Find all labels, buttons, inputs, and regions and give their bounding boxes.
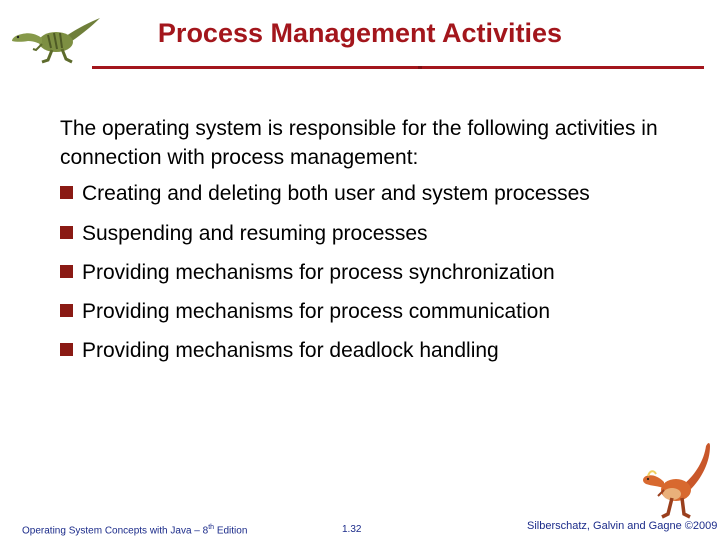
bullet-square-icon xyxy=(60,226,73,239)
bullet-square-icon xyxy=(60,343,73,356)
footer-book-prefix: Operating System Concepts with Java – 8 xyxy=(22,525,209,537)
bullet-square-icon xyxy=(60,304,73,317)
dinosaur-icon xyxy=(634,438,714,522)
page-title: Process Management Activities xyxy=(157,18,563,48)
footer-book-title xyxy=(22,524,247,536)
bullet-text: Providing mechanisms for deadlock handling xyxy=(82,339,499,362)
bullet-text: Providing mechanisms for process synchronization xyxy=(82,261,555,284)
bullet-text: Providing mechanisms for process communication xyxy=(82,300,551,323)
list-item xyxy=(60,298,680,326)
footer-copyright: Silberschatz, Galvin and Gagne ©2009 xyxy=(527,520,718,532)
footer-book-superscript: th xyxy=(208,524,215,531)
intro-paragraph: The operating system is responsible for the following activities in connection with process management: xyxy=(60,117,658,169)
title-divider xyxy=(92,66,704,69)
footer-page-number: 1.32 xyxy=(342,524,362,535)
bullet-text: Creating and deleting both user and system processes xyxy=(82,182,590,205)
list-item xyxy=(60,259,680,287)
list-item xyxy=(60,180,680,208)
list-item xyxy=(60,337,680,365)
list-item xyxy=(60,220,680,248)
bullet-list xyxy=(60,180,680,376)
bullet-square-icon xyxy=(60,186,73,199)
title-divider-accent xyxy=(418,66,422,69)
bullet-text: Suspending and resuming processes xyxy=(82,222,428,245)
bullet-square-icon xyxy=(60,265,73,278)
footer-book-suffix: Edition xyxy=(214,525,248,537)
